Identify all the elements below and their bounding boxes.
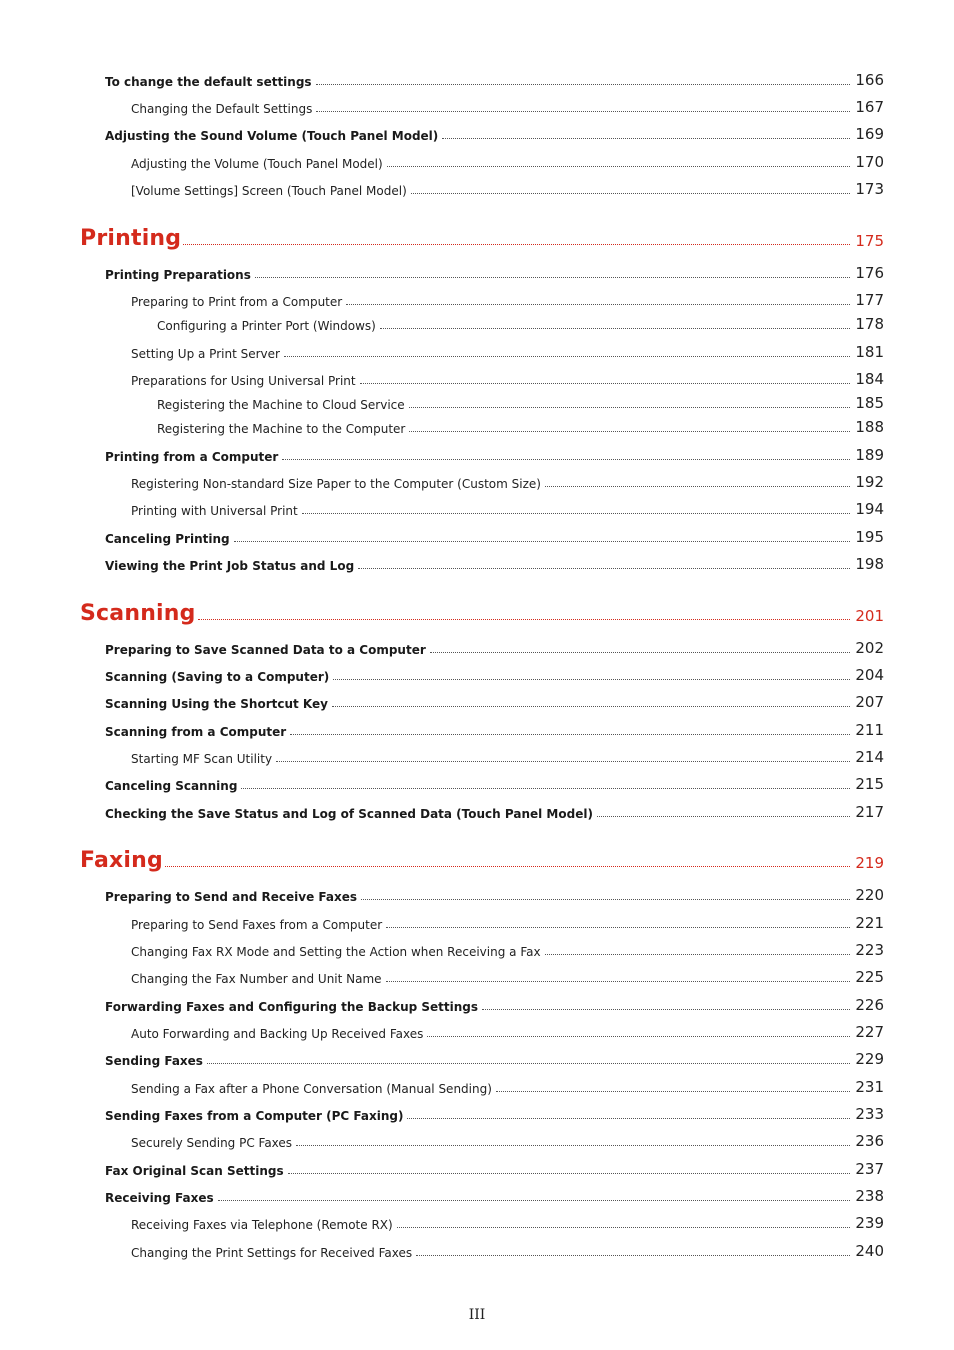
dot-leader: [276, 761, 850, 762]
entry-title: Printing from a Computer: [105, 450, 279, 464]
entry-page-number: 178: [855, 315, 884, 333]
entry-title: Registering Non-standard Size Paper to the Computer (Custom Size): [131, 477, 541, 491]
entry-title: Preparing to Print from a Computer: [131, 295, 343, 309]
toc-subentry[interactable]: [131, 1076, 884, 1096]
toc-subentry[interactable]: [131, 471, 884, 491]
entry-page-number: 202: [855, 639, 884, 657]
dot-leader: [545, 954, 850, 955]
entry-title: Sending Faxes: [105, 1054, 203, 1068]
toc-subsubentry[interactable]: [157, 392, 884, 412]
toc-entry[interactable]: [105, 262, 884, 282]
dot-leader: [234, 541, 850, 542]
entry-title: Changing the Fax Number and Unit Name: [131, 972, 382, 986]
toc-entry[interactable]: [105, 1048, 884, 1068]
entry-page-number: 176: [855, 264, 884, 282]
entry-page-number: 201: [855, 607, 884, 625]
dot-leader: [316, 111, 850, 112]
entry-page-number: 237: [855, 1160, 884, 1178]
toc-subentry[interactable]: [131, 1212, 884, 1232]
dot-leader: [482, 1009, 850, 1010]
entry-title: Printing: [80, 226, 182, 251]
dot-leader: [409, 407, 850, 408]
entry-title: Canceling Printing: [105, 532, 230, 546]
dot-leader: [316, 84, 850, 85]
toc-entry[interactable]: [105, 526, 884, 546]
entry-page-number: 221: [855, 914, 884, 932]
toc-subentry[interactable]: [131, 1130, 884, 1150]
dot-leader: [165, 866, 850, 867]
entry-page-number: 223: [855, 941, 884, 959]
entry-title: Preparing to Save Scanned Data to a Computer: [105, 643, 426, 657]
entry-page-number: 177: [855, 291, 884, 309]
dot-leader: [290, 734, 850, 735]
toc-subentry[interactable]: [131, 289, 884, 309]
dot-leader: [597, 816, 850, 817]
entry-page-number: 173: [855, 180, 884, 198]
toc-entry[interactable]: [105, 994, 884, 1014]
dot-leader: [333, 679, 850, 680]
dot-leader: [386, 981, 850, 982]
chapter-heading[interactable]: [80, 221, 884, 251]
entry-page-number: 175: [855, 232, 884, 250]
toc-subsubentry[interactable]: [157, 313, 884, 333]
dot-leader: [302, 513, 850, 514]
dot-leader: [255, 277, 850, 278]
dot-leader: [207, 1063, 850, 1064]
entry-title: Checking the Save Status and Log of Scanned Data (Touch Panel Model): [105, 807, 593, 821]
dot-leader: [387, 166, 850, 167]
dot-leader: [361, 899, 850, 900]
entry-page-number: 225: [855, 968, 884, 986]
entry-page-number: 184: [855, 370, 884, 388]
entry-title: Starting MF Scan Utility: [131, 752, 273, 766]
entry-title: Scanning Using the Shortcut Key: [105, 697, 328, 711]
entry-title: Printing Preparations: [105, 268, 251, 282]
entry-title: Faxing: [80, 848, 163, 873]
toc-entry[interactable]: [105, 1158, 884, 1178]
toc-entry[interactable]: [105, 691, 884, 711]
dot-leader: [386, 927, 850, 928]
entry-page-number: 217: [855, 803, 884, 821]
toc-subentry[interactable]: [131, 178, 884, 198]
entry-page-number: 214: [855, 748, 884, 766]
toc-subentry[interactable]: [131, 746, 884, 766]
entry-title: [Volume Settings] Screen (Touch Panel Model): [131, 184, 407, 198]
toc-entry[interactable]: [105, 69, 884, 89]
entry-page-number: 167: [855, 98, 884, 116]
toc-subentry[interactable]: [131, 939, 884, 959]
dot-leader: [442, 138, 850, 139]
dot-leader: [496, 1091, 850, 1092]
dot-leader: [332, 706, 850, 707]
entry-page-number: 220: [855, 886, 884, 904]
toc-subentry[interactable]: [131, 96, 884, 116]
toc-entry[interactable]: [105, 553, 884, 573]
page-number: III: [468, 1307, 486, 1323]
chapter-heading[interactable]: [80, 843, 884, 873]
dot-leader: [358, 568, 850, 569]
entry-title: Preparing to Send Faxes from a Computer: [131, 918, 383, 932]
entry-title: Preparing to Send and Receive Faxes: [105, 890, 358, 904]
entry-page-number: 189: [855, 446, 884, 464]
dot-leader: [427, 1036, 850, 1037]
entry-page-number: 239: [855, 1214, 884, 1232]
dot-leader: [407, 1118, 850, 1119]
entry-page-number: 185: [855, 394, 884, 412]
dot-leader: [411, 193, 850, 194]
toc-subentry[interactable]: [131, 966, 884, 986]
entry-title: Receiving Faxes via Telephone (Remote RX): [131, 1218, 393, 1232]
entry-page-number: 238: [855, 1187, 884, 1205]
entry-title: Scanning: [80, 601, 196, 626]
dot-leader: [198, 619, 850, 620]
dot-leader: [397, 1227, 850, 1228]
dot-leader: [288, 1173, 850, 1174]
entry-page-number: 169: [855, 125, 884, 143]
entry-page-number: 166: [855, 71, 884, 89]
toc-subsubentry[interactable]: [157, 416, 884, 436]
entry-page-number: 207: [855, 693, 884, 711]
entry-title: Receiving Faxes: [105, 1191, 214, 1205]
entry-title: Preparations for Using Universal Print: [131, 374, 356, 388]
toc-entry[interactable]: [105, 773, 884, 793]
entry-title: Registering the Machine to the Computer: [157, 422, 406, 436]
entry-page-number: 195: [855, 528, 884, 546]
entry-title: Scanning (Saving to a Computer): [105, 670, 330, 684]
entry-title: Configuring a Printer Port (Windows): [157, 319, 376, 333]
entry-title: Adjusting the Sound Volume (Touch Panel Model): [105, 129, 439, 143]
dot-leader: [284, 356, 850, 357]
entry-title: Fax Original Scan Settings: [105, 1164, 284, 1178]
entry-page-number: 188: [855, 418, 884, 436]
toc-subentry[interactable]: [131, 912, 884, 932]
toc-subentry[interactable]: [131, 1240, 884, 1260]
entry-page-number: 204: [855, 666, 884, 684]
entry-title: Auto Forwarding and Backing Up Received Faxes: [131, 1027, 424, 1041]
dot-leader: [380, 328, 850, 329]
entry-title: Sending a Fax after a Phone Conversation (Manual Sending): [131, 1082, 492, 1096]
entry-page-number: 198: [855, 555, 884, 573]
entry-title: Sending Faxes from a Computer (PC Faxing): [105, 1109, 404, 1123]
dot-leader: [183, 244, 850, 245]
entry-page-number: 170: [855, 153, 884, 171]
toc-entry[interactable]: [105, 1103, 884, 1123]
entry-title: Changing Fax RX Mode and Setting the Action when Receiving a Fax: [131, 945, 541, 959]
toc-entry[interactable]: [105, 801, 884, 821]
entry-page-number: 231: [855, 1078, 884, 1096]
entry-title: Printing with Universal Print: [131, 504, 298, 518]
dot-leader: [360, 383, 850, 384]
entry-title: Viewing the Print Job Status and Log: [105, 559, 355, 573]
dot-leader: [416, 1255, 850, 1256]
entry-page-number: 219: [855, 854, 884, 872]
toc-entry[interactable]: [105, 884, 884, 904]
entry-title: Adjusting the Volume (Touch Panel Model): [131, 157, 383, 171]
entry-page-number: 181: [855, 343, 884, 361]
entry-title: Registering the Machine to Cloud Service: [157, 398, 405, 412]
entry-page-number: 194: [855, 500, 884, 518]
entry-page-number: 240: [855, 1242, 884, 1260]
entry-title: To change the default settings: [105, 75, 312, 89]
dot-leader: [218, 1200, 850, 1201]
dot-leader: [409, 431, 850, 432]
toc-entry[interactable]: [105, 444, 884, 464]
entry-page-number: 236: [855, 1132, 884, 1150]
dot-leader: [346, 304, 850, 305]
entry-title: Scanning from a Computer: [105, 725, 287, 739]
entry-page-number: 211: [855, 721, 884, 739]
entry-title: Forwarding Faxes and Configuring the Backup Settings: [105, 1000, 479, 1014]
entry-page-number: 192: [855, 473, 884, 491]
toc-entry[interactable]: [105, 637, 884, 657]
entry-title: Changing the Print Settings for Received Faxes: [131, 1246, 413, 1260]
toc-subentry[interactable]: [131, 151, 884, 171]
toc-entry[interactable]: [105, 1185, 884, 1205]
chapter-heading[interactable]: [80, 596, 884, 626]
entry-title: Canceling Scanning: [105, 779, 238, 793]
entry-title: Securely Sending PC Faxes: [131, 1136, 293, 1150]
toc-entry[interactable]: [105, 719, 884, 739]
entry-title: Setting Up a Print Server: [131, 347, 280, 361]
dot-leader: [282, 459, 850, 460]
toc-subentry[interactable]: [131, 368, 884, 388]
toc-subentry[interactable]: [131, 341, 884, 361]
toc-entry[interactable]: [105, 123, 884, 143]
dot-leader: [241, 788, 850, 789]
dot-leader: [430, 652, 850, 653]
entry-page-number: 226: [855, 996, 884, 1014]
entry-page-number: 227: [855, 1023, 884, 1041]
entry-page-number: 233: [855, 1105, 884, 1123]
toc-subentry[interactable]: [131, 1021, 884, 1041]
toc-subentry[interactable]: [131, 498, 884, 518]
dot-leader: [296, 1145, 850, 1146]
entry-page-number: 229: [855, 1050, 884, 1068]
toc-entry[interactable]: [105, 664, 884, 684]
entry-page-number: 215: [855, 775, 884, 793]
dot-leader: [545, 486, 850, 487]
entry-title: Changing the Default Settings: [131, 102, 313, 116]
